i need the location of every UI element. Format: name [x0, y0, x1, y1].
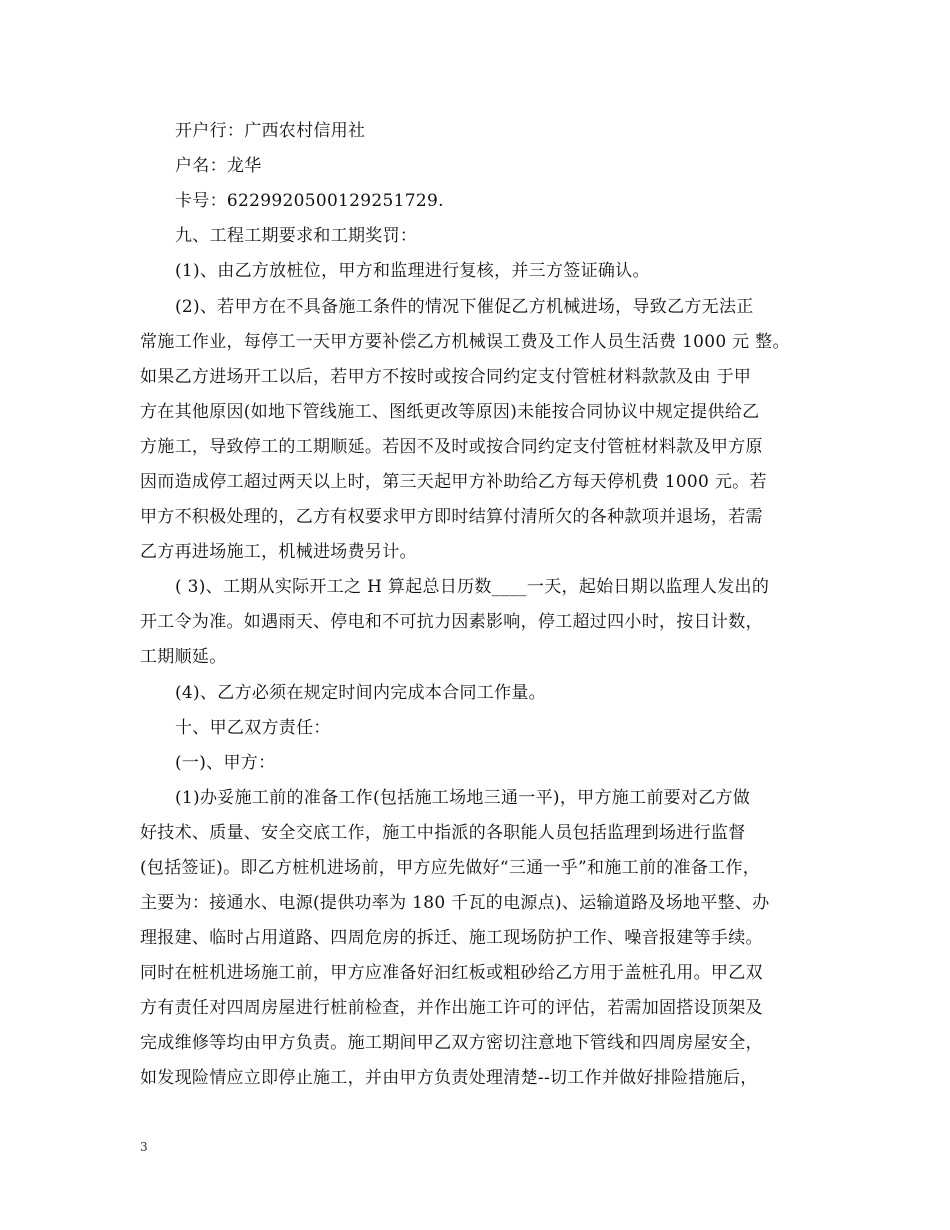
party-a-clause-1-line-5: 理报建、临时占用道路、四周危房的拆迁、施工现场防护工作、噪音报建等手续。 [140, 928, 763, 948]
clause-9-2-line-5: 方施工，导致停工的工期顺延。若因不及时或按合同约定支付管桩材料款及甲方原 [140, 437, 763, 457]
clause-9-2-line-7: 甲方不积极处理的，乙方有权要求甲方即时结算付清所欠的各种款项并退场，若需 [140, 507, 763, 527]
party-a-clause-1-line-4: 主要为：接通水、电源(提供功率为 180 千瓦的电源点)、运输道路及场地平整、办 [140, 893, 770, 913]
clause-9-1: (1)、由乙方放桩位，甲方和监理进行复核，并三方签证确认。 [175, 261, 650, 281]
section-ten-heading: 十、甲乙双方责任： [175, 718, 331, 738]
party-a-clause-1-line-1: (1)办妥施工前的准备工作(包括施工场地三通一平)，甲方施工前要对乙方做 [175, 788, 751, 808]
party-a-clause-1-line-9: 如发现险情应立即停止施工，并由甲方负责处理清楚--切工作并做好排险措施后， [140, 1068, 758, 1088]
party-a-clause-1-line-2: 好技术、质量、安全交底工作，施工中指派的各职能人员包括监理到场进行监督 [140, 823, 746, 843]
clause-9-2-line-8: 乙方再进场施工，机械进场费另计。 [140, 542, 417, 562]
clause-9-4: (4)、乙方必须在规定时间内完成本合同工作量。 [175, 683, 546, 703]
bank-name-line: 开户行：广西农村信用社 [175, 121, 366, 141]
clause-9-2-line-3: 如果乙方进场开工以后，若甲方不按时或按合同约定支付管桩材料款款及由 于甲 [140, 367, 752, 387]
clause-9-2-line-2: 常施工作业，每停工一天甲方要补偿乙方机械误工费及工作人员生活费 1000 元 整。 [140, 332, 790, 352]
section-nine-heading: 九、工程工期要求和工期奖罚： [175, 226, 418, 246]
party-a-clause-1-line-6: 同时在桩机进场施工前，甲方应准备好汩红板或粗砂给乙方用于盖桩孔用。甲乙双 [140, 963, 763, 983]
page-number: 3 [140, 1140, 148, 1154]
clause-9-3-line-1: ( 3)、工期从实际开工之 H 算起总日历数____一天，起始日期以监理人发出的 [175, 577, 770, 597]
party-a-subheading: (一)、甲方： [175, 753, 276, 773]
clause-9-2-line-1: (2)、若甲方在不具备施工条件的情况下催促乙方机械进场，导致乙方无法正 [175, 297, 754, 317]
party-a-clause-1-line-7: 方有责任对四周房屋进行桩前检查，并作出施工许可的评估，若需加固搭设顶架及 [140, 998, 763, 1018]
clause-9-3-line-3: 工期顺延。 [140, 647, 227, 667]
card-number-line: 卡号：6229920500129251729. [175, 191, 444, 211]
clause-9-3-line-2: 开工令为准。如遇雨天、停电和不可抗力因素影响，停工超过四小时，按日计数， [140, 612, 763, 632]
clause-9-2-line-6: 因而造成停工超过两天以上时，第三天起甲方补助给乙方每天停机费 1000 元。若 [140, 472, 767, 492]
party-a-clause-1-line-8: 完成维修等均由甲方负责。施工期间甲乙双方密切注意地下管线和四周房屋安全， [140, 1033, 763, 1053]
clause-9-2-line-4: 方在其他原因(如地下管线施工、图纸更改等原因)未能按合同协议中规定提供给乙 [140, 402, 760, 422]
party-a-clause-1-line-3: (包括签证)。即乙方桩机进场前，甲方应先做好“三通一乎”和施工前的准备工作， [140, 858, 761, 878]
account-name-line: 户名：龙华 [175, 156, 262, 176]
